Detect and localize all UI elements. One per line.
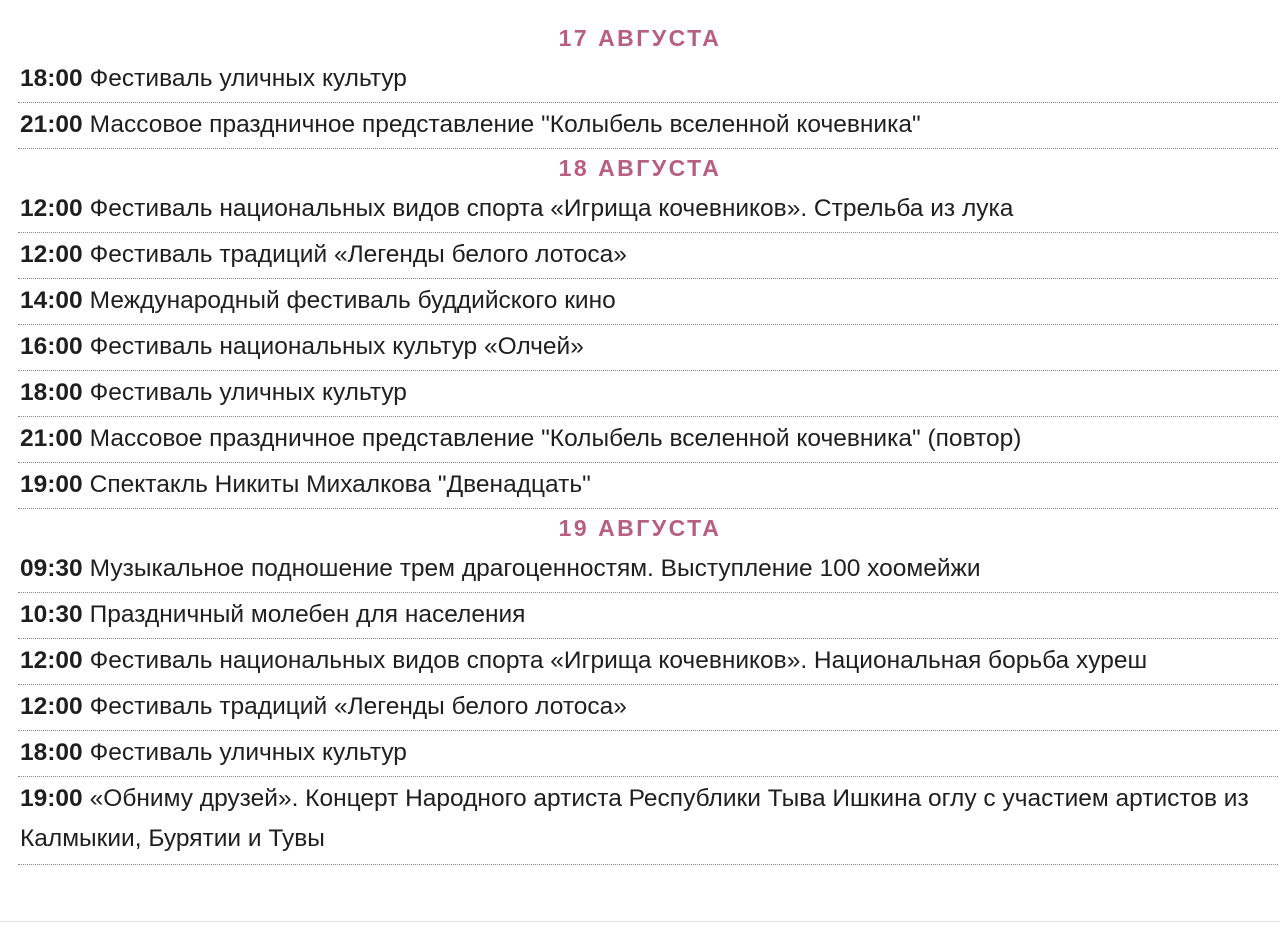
event-row [18,547,1278,593]
event-row [18,325,1278,371]
event-row [18,417,1278,463]
event-title: Международный фестиваль буддийского кино [89,287,616,314]
event-title: Фестиваль национальных видов спорта «Игрища кочевников». Национальная борьба хуреш [89,647,1148,674]
event-time: 19:00 [20,471,83,498]
event-title: Фестиваль уличных культур [89,65,407,92]
event-title: «Обниму друзей». Концерт Народного артиста Республики Тыва Ишкина оглу с участием артистов из Калмыкии, Бурятии и Тувы [20,785,1249,852]
event-time: 16:00 [20,333,83,360]
day-header-18-august: 18 АВГУСТА [558,155,722,181]
page-divider [0,921,1280,922]
event-time: 19:00 [20,785,83,812]
event-title: Праздничный молебен для населения [89,601,526,628]
event-time: 10:30 [20,601,83,628]
event-row [18,777,1278,865]
event-time: 21:00 [20,425,83,452]
event-title: Фестиваль уличных культур [89,379,407,406]
event-row [18,371,1278,417]
day-header-19-august: 19 АВГУСТА [558,515,722,541]
event-time: 12:00 [20,693,83,720]
event-row [18,593,1278,639]
event-time: 12:00 [20,241,83,268]
event-time: 18:00 [20,379,83,406]
event-time: 18:00 [20,739,83,766]
event-row [18,463,1278,509]
event-title: Спектакль Никиты Михалкова "Двенадцать" [89,471,591,498]
event-time: 12:00 [20,647,83,674]
event-time: 18:00 [20,65,83,92]
event-title: Массовое праздничное представление "Колыбель вселенной кочевника" [89,111,921,138]
event-row [18,279,1278,325]
event-title: Фестиваль традиций «Легенды белого лотоса» [89,241,627,268]
event-row [18,639,1278,685]
event-title: Массовое праздничное представление "Колыбель вселенной кочевника" (повтор) [89,425,1022,452]
event-schedule [0,19,1280,865]
event-time: 09:30 [20,555,83,582]
event-row [18,57,1278,103]
day-header-17-august: 17 АВГУСТА [558,25,722,51]
event-time: 14:00 [20,287,83,314]
event-title: Фестиваль национальных видов спорта «Игрища кочевников». Стрельба из лука [89,195,1014,222]
event-row [18,103,1278,149]
event-time: 12:00 [20,195,83,222]
event-row [18,233,1278,279]
event-title: Фестиваль национальных культур «Олчей» [89,333,584,360]
event-title: Фестиваль уличных культур [89,739,407,766]
event-row [18,187,1278,233]
event-time: 21:00 [20,111,83,138]
event-title: Музыкальное подношение трем драгоценностям. Выступление 100 хоомейжи [89,555,981,582]
event-row [18,685,1278,731]
event-title: Фестиваль традиций «Легенды белого лотоса» [89,693,627,720]
event-row [18,731,1278,777]
